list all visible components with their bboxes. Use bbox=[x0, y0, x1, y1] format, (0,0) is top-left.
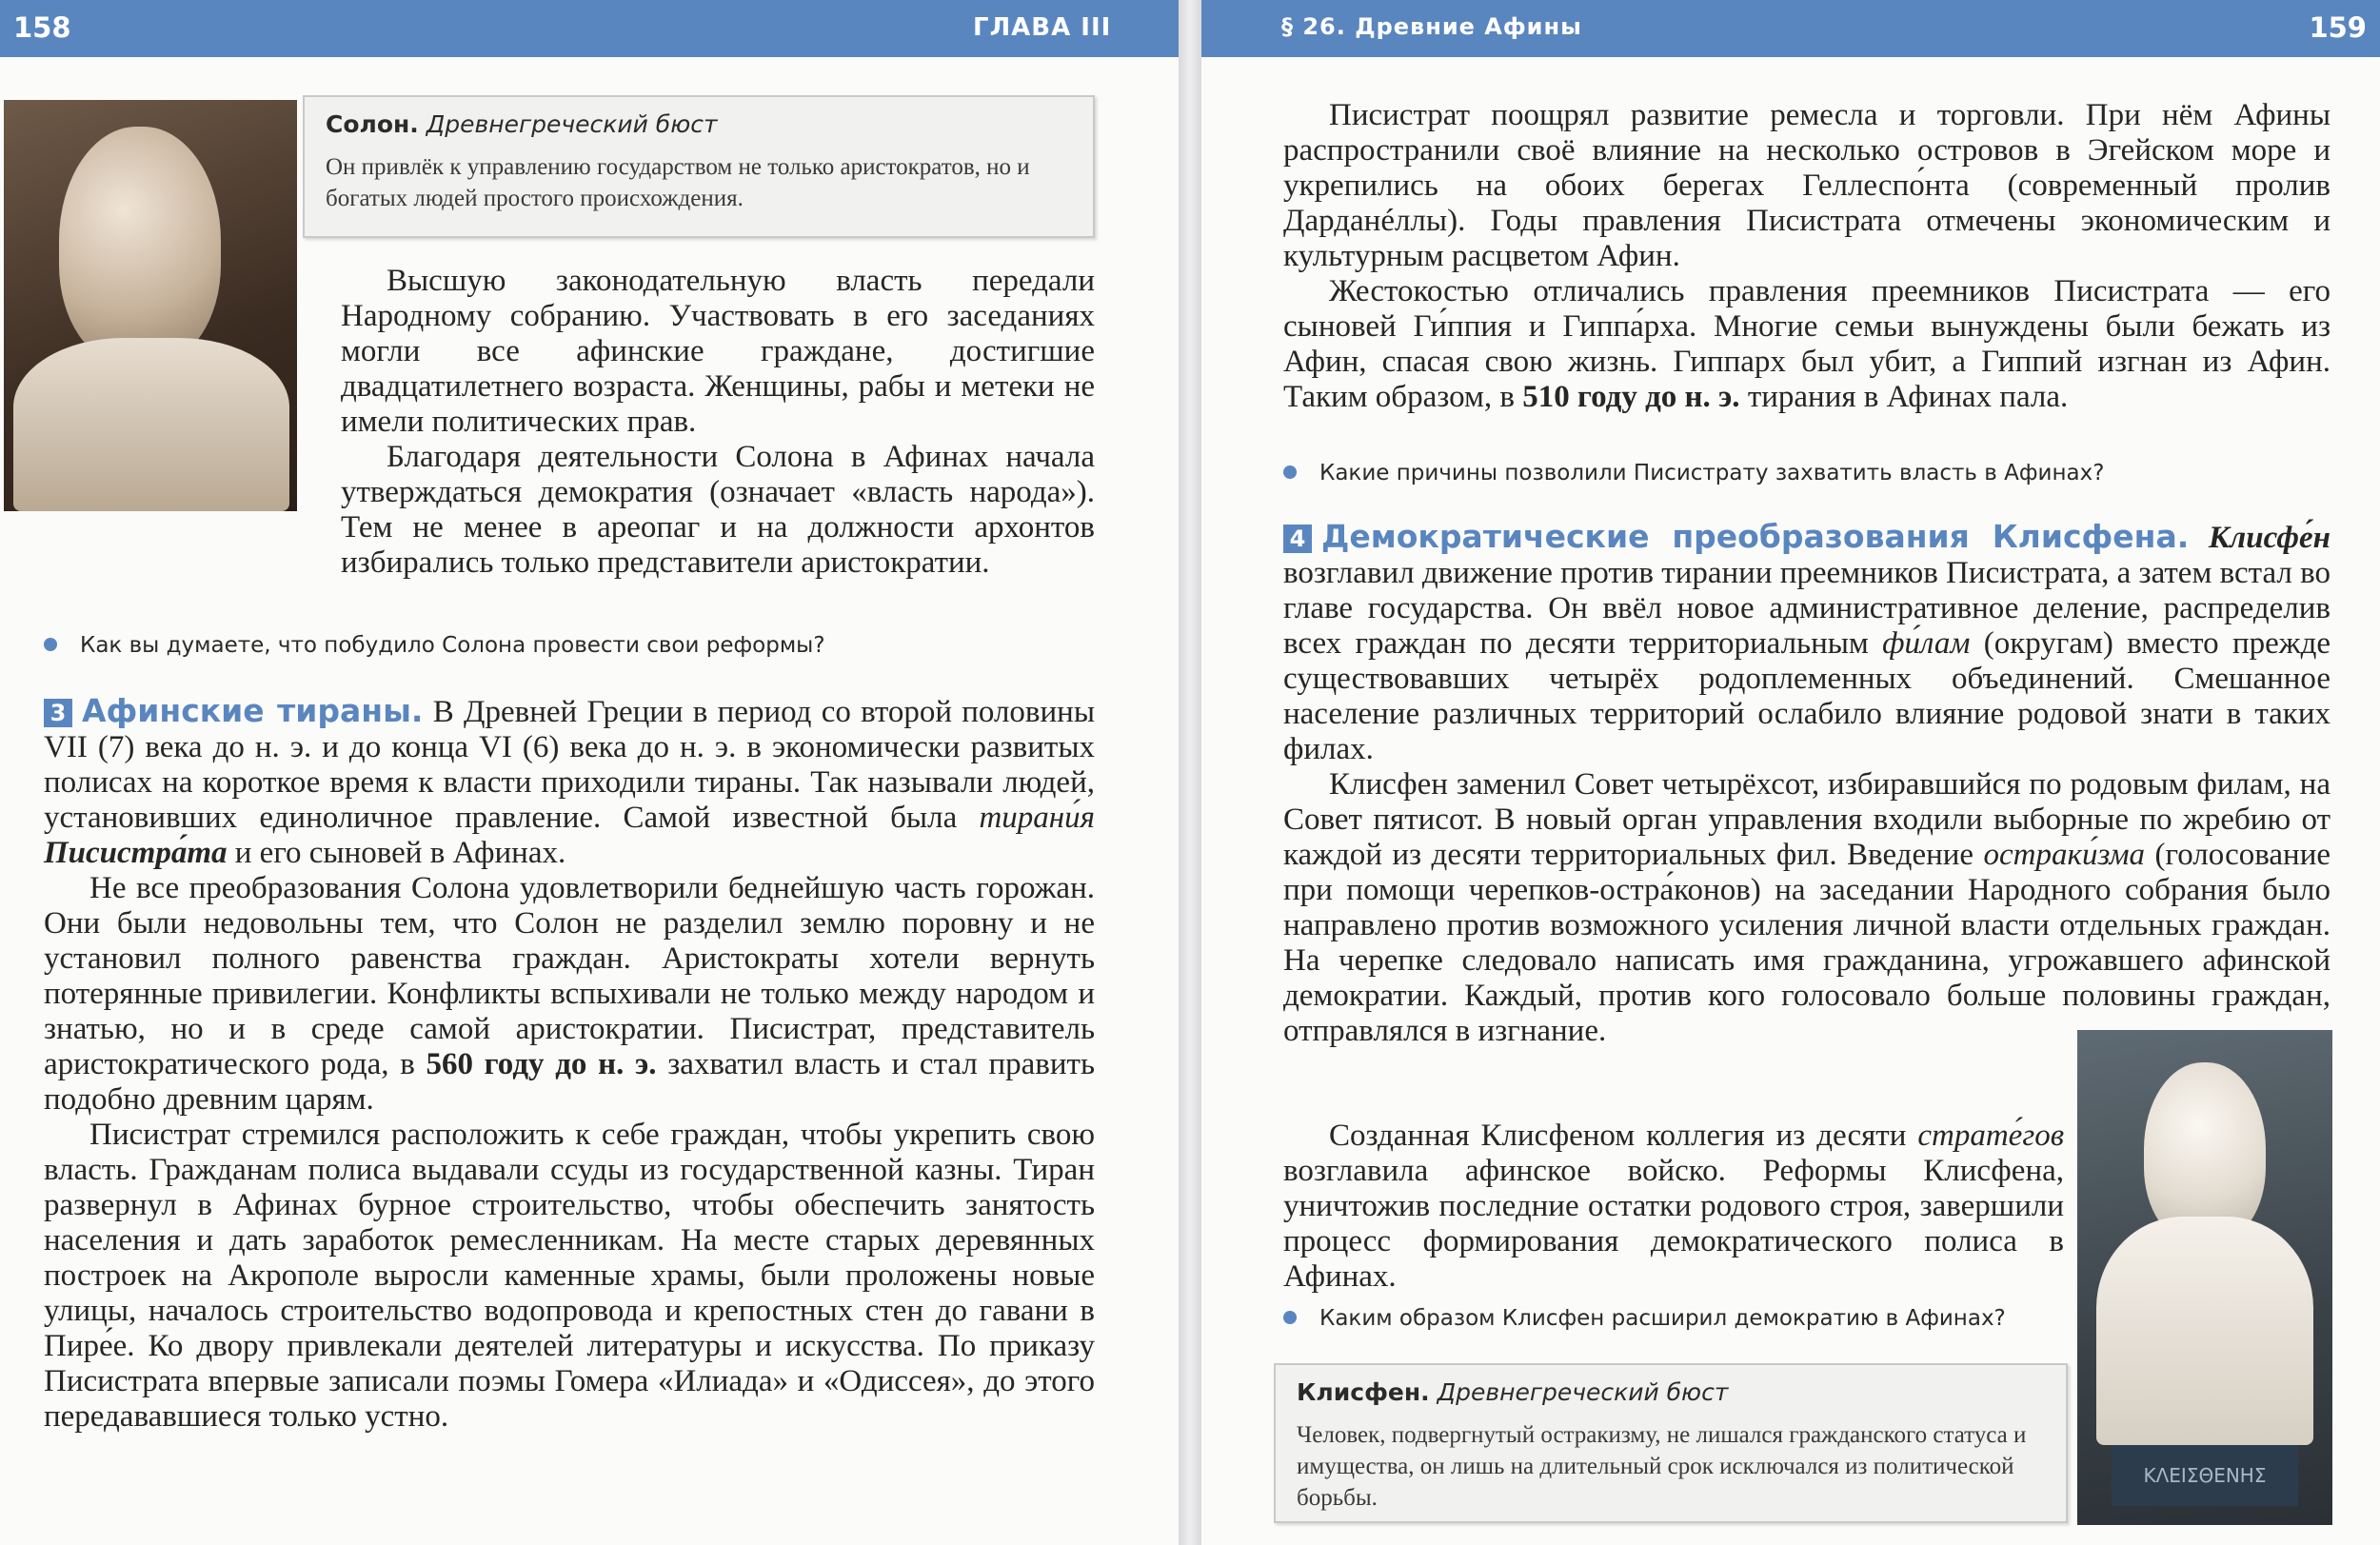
paragraph: Благодаря деятельности Солона в Афинах начала утверждаться демократия (означает «власть народа»). Тем не менее в ареопаг и на должности архонтов избирались только представители аристократии. bbox=[341, 440, 1095, 580]
paragraph: Не все преобразования Солона удовлетворили беднейшую часть горожан. Они были недовольны тем, что Солон не разделил землю поровну и не установил полного равенства граждан. Аристократы хотели вернуть потерянные привилегии. Конфликты вспыхивали не только между народом и знатью, но и в среде самой аристократии. Писистрат, представитель аристократического рода, в 560 году до н. э. захватил власть и стал править подобно древним царям. bbox=[44, 871, 1095, 1117]
paragraph: Писистрат стремился расположить к себе граждан, чтобы укрепить свою власть. Гражданам полиса выдавали ссуды из государственной казны. Тиран развернул в Афинах бурное строительство, чтобы обеспечить занятость населения и дать заработок ремесленникам. На месте старых деревянных построек на Акрополе выросли каменные храмы, были проложены новые улицы, началось строительство водопровода и крепостных стен до гавани в Пире́е. Ко двору привлекали деятелей литературы и искусства. По приказу Писистрата впервые записали поэмы Гомера «Илиада» и «Одиссея», до этого передававшиеся только устно. bbox=[44, 1118, 1095, 1434]
section-3 bbox=[44, 693, 1095, 1435]
left-page-header bbox=[0, 0, 1179, 57]
right-strategos-text bbox=[1283, 1119, 2064, 1295]
section-heading: 3 Афинские тираны. bbox=[44, 692, 423, 729]
left-intro-text bbox=[341, 264, 1095, 440]
question-solon: Как вы думаете, что побудило Солона провести свои реформы? bbox=[44, 633, 825, 658]
solon-caption bbox=[303, 95, 1095, 238]
cleisthenes-caption bbox=[1274, 1363, 2068, 1523]
paragraph: Высшую законодательную власть передали Народному собранию. Участвовать в его заседаниях могли все афинские граждане, достигшие двадцатилетнего возраста. Женщины, рабы и метеки не имели политических прав. bbox=[341, 264, 1095, 439]
right-intro-text bbox=[1283, 98, 2330, 415]
paragraph: Созданная Клисфеном коллегия из десяти страте́гов возглавила афинское войско. Реформы Клисфена, уничтожив последние остатки родового строя, завершили процесс формирования демократического полиса в Афинах. bbox=[1283, 1119, 2065, 1294]
section-heading: 4 Демократические преобразования Клисфена. bbox=[1283, 518, 2189, 555]
cleisthenes-bust-photo bbox=[2077, 1030, 2332, 1525]
caption-text: Человек, подвергнутый остракизму, не лишался гражданского статуса и имущества, он лишь на длительный срок исключался из политической борьбы. bbox=[1297, 1422, 2027, 1511]
right-page-header bbox=[1201, 0, 2380, 57]
caption-title: Клисфен. Древнегреческий бюст bbox=[1297, 1378, 1729, 1406]
right-page bbox=[1201, 0, 2380, 1545]
page-number: 158 bbox=[13, 11, 71, 44]
chapter-title: ГЛАВА III bbox=[973, 13, 1112, 42]
plinth-inscription: ΚΛΕΙΣΘΕΝΗΣ bbox=[2112, 1445, 2298, 1506]
caption-title: Солон. Древнегреческий бюст bbox=[326, 110, 718, 138]
question-cleisthenes: Каким образом Клисфен расширил демократию в Афинах? bbox=[1283, 1306, 2006, 1331]
question-pisistratus: Какие причины позволили Писистрату захватить власть в Афинах? bbox=[1283, 461, 2104, 485]
paragraph: Жестокостью отличались правления преемников Писистрата — его сыновей Ги́ппия и Гиппа́рха. Многие семьи вынуждены были бежать из Афин, спасая свою жизнь. Гиппарх был убит, а Гиппий изгнан из Афин. Таким образом, в 510 году до н. э. тирания в Афинах пала. bbox=[1283, 274, 2330, 414]
section-header: § 26. Древние Афины bbox=[1281, 13, 1582, 40]
section-4 bbox=[1283, 519, 2330, 1049]
left-page bbox=[0, 0, 1179, 1545]
caption-text: Он привлёк к управлению государством не только аристократов, но и богатых людей простого происхождения. bbox=[326, 154, 1030, 211]
paragraph: Клисфен заменил Совет четырёхсот, избиравшийся по родовым филам, на Совет пятисот. В новый орган управления входили выборные по жребию от каждой из десяти территориальных фил. Введение острaки́зма (голосование при помощи черепков-остра́конов) на заседании Народного собрания было направлено против возможного усиления личной власти отдельных граждан. На черепке следовало написать имя гражданина, угрожавшего афинской демократии. Каждый, против кого голосовало больше половины граждан, отправлялся в изгнание. bbox=[1283, 767, 2330, 1048]
page-number: 159 bbox=[2309, 11, 2367, 44]
left-democracy-text bbox=[44, 440, 1095, 581]
bullet-icon bbox=[1283, 465, 1297, 479]
section-3-paragraph: 3 Афинские тираны. В Древней Греции в период со второй половины VII (7) века до н. э. и до конца VI (6) века до н. э. в экономически развитых полисах на короткое время к власти приходили тираны. Так называли людей, установивших единоличное правление. Самой известной была тирани́я Писистра́та и его сыновей в Афинах. bbox=[44, 692, 1096, 870]
bullet-icon bbox=[1283, 1311, 1297, 1324]
paragraph: Писистрат поощрял развитие ремесла и торговли. При нём Афины распространили своё влияние на несколько островов в Эгейском море и укрепились на обоих берегах Геллеспо́нта (современный пролив Дарданéллы). Годы правления Писистрата отмечены экономическим и культурным расцветом Афин. bbox=[1283, 98, 2330, 273]
bullet-icon bbox=[44, 638, 57, 651]
section-4-paragraph: 4 Демократические преобразования Клисфена. Клисфе́н возглавил движение против тирании преемников Писистрата, а затем встал во главе государства. Он ввёл новое административное деление, распределив всех граждан по десяти территориальным фи́лам (округам) вместо прежде существовавших четырёх родоплеменных объединений. Смешанное население различных территорий ослабило влияние родовой знати в таких филах. bbox=[1283, 518, 2331, 766]
book-gutter bbox=[1179, 0, 1201, 1545]
